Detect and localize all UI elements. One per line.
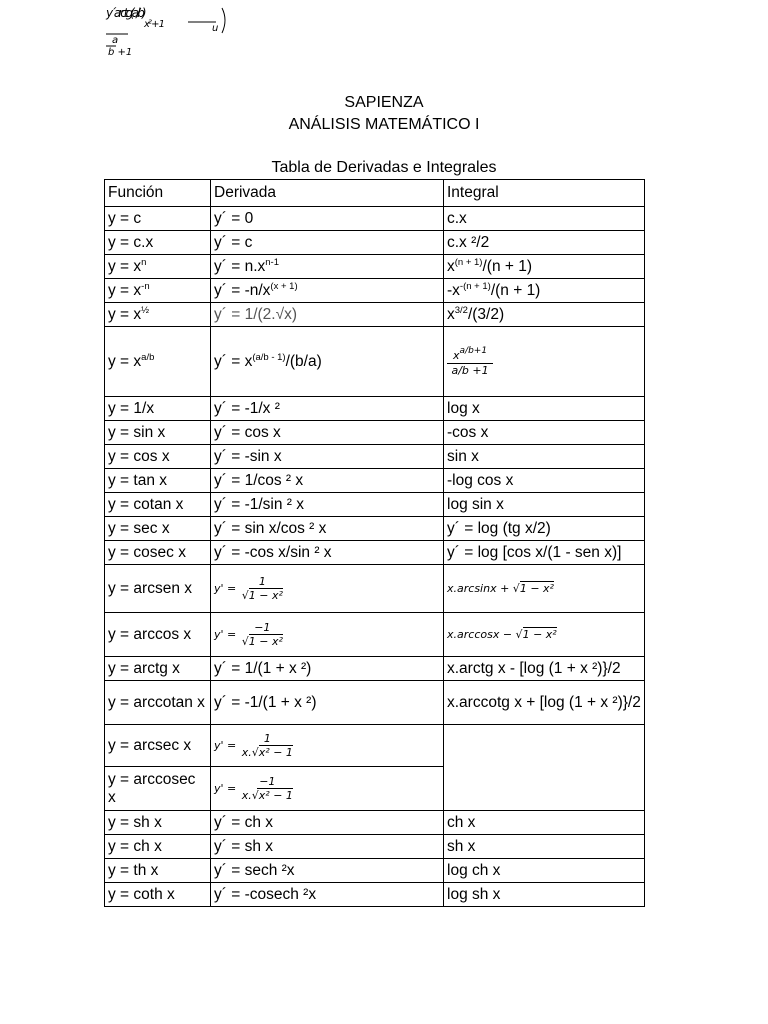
- integral-cell: [444, 327, 645, 397]
- power-rule-integral-formula: $\frac{x^{a/b+1}}{a/b +1}$: [447, 350, 493, 377]
- table-row: [105, 565, 645, 613]
- table-row: [105, 859, 645, 883]
- integral-cell: sh x: [444, 835, 645, 859]
- funcion-cell: y = ch x: [105, 835, 211, 859]
- funcion-cell: y = sec x: [105, 517, 211, 541]
- derivada-cell: [211, 613, 444, 657]
- derivatives-integrals-table: [104, 179, 645, 907]
- integral-cell: ch x: [444, 811, 645, 835]
- table-row: [105, 255, 645, 279]
- derivada-cell: y´ = -cos x/sin ² x: [211, 541, 444, 565]
- table-row: [105, 207, 645, 231]
- funcion-cell: $y = x^{a/b}$: [105, 327, 211, 397]
- table-row: [105, 303, 645, 327]
- derivada-cell: [211, 767, 444, 811]
- derivada-cell: y´ = $n.x^{n-1}$: [211, 255, 444, 279]
- derivada-cell: y´ = 1/cos ² x: [211, 469, 444, 493]
- funcion-cell: y = 1/x: [105, 397, 211, 421]
- table-header-row: [105, 180, 645, 207]
- derivada-cell: y´ = 0: [211, 207, 444, 231]
- integral-cell: log ch x: [444, 859, 645, 883]
- table-row: [105, 835, 645, 859]
- derivada-cell: y´ = $-n/x^{(x + 1)}$: [211, 279, 444, 303]
- funcion-cell: y = c.x: [105, 231, 211, 255]
- integral-cell: $-x^{-(n + 1)}/(n + 1)$: [444, 279, 645, 303]
- funcion-cell: y = sin x: [105, 421, 211, 445]
- derivada-cell: y´ = ch x: [211, 811, 444, 835]
- funcion-cell: y = arcsec x: [105, 725, 211, 767]
- table-row: [105, 613, 645, 657]
- funcion-cell: y = arcsen x: [105, 565, 211, 613]
- derivada-cell: y´ = 1/(2.√x): [211, 303, 444, 327]
- integral-cell: log x: [444, 397, 645, 421]
- derivada-cell: y´ = 1/(1 + x ²): [211, 657, 444, 681]
- funcion-cell: y = arctg x: [105, 657, 211, 681]
- artifact-line-5: u: [212, 23, 219, 34]
- artifact-line-1: y´ arctg(a/b): [106, 6, 144, 20]
- header-integral: Integral: [444, 180, 645, 207]
- artifact-line-2: x² + 1: [144, 19, 164, 30]
- integral-cell-empty: [444, 725, 645, 811]
- table-row: [105, 421, 645, 445]
- derivada-cell: y´ = sh x: [211, 835, 444, 859]
- derivada-cell: y´ = cos x: [211, 421, 444, 445]
- integral-cell: y´ = log (tg x/2): [444, 517, 645, 541]
- funcion-cell: y = cosec x: [105, 541, 211, 565]
- integral-cell: $x^{3/2}/(3/2)$: [444, 303, 645, 327]
- integral-cell: c.x ²/2: [444, 231, 645, 255]
- derivada-cell: y´ = c: [211, 231, 444, 255]
- table-row: [105, 279, 645, 303]
- table-row: [105, 327, 645, 397]
- table-row: [105, 725, 645, 767]
- table-row: [105, 469, 645, 493]
- integral-cell: x.arctg x - [log (1 + x ²)}/2: [444, 657, 645, 681]
- table-row: [105, 493, 645, 517]
- table-row: [105, 541, 645, 565]
- integral-cell: [444, 613, 645, 657]
- header-derivada: Derivada: [211, 180, 444, 207]
- integral-cell: [444, 565, 645, 613]
- funcion-cell: y = th x: [105, 859, 211, 883]
- derivada-cell: y´ = sin x/cos ² x: [211, 517, 444, 541]
- integral-cell: log sin x: [444, 493, 645, 517]
- funcion-cell: y = tan x: [105, 469, 211, 493]
- arcsen-integral-formula: x.arcsinx + √1 − x²: [447, 582, 554, 595]
- arcsen-derivative-formula: y' = $\frac{1}{\text{√1 − x²}}$: [214, 574, 283, 602]
- artifact-line-3: a: [112, 35, 119, 46]
- derivada-cell: y´ = -1/x ²: [211, 397, 444, 421]
- arcsec-derivative-formula: y' = $\frac{1}{\text{x.√x² − 1}}$: [214, 731, 293, 759]
- funcion-cell: y = cos x: [105, 445, 211, 469]
- table-row: [105, 883, 645, 907]
- course-title: ANÁLISIS MATEMÁTICO I: [288, 116, 480, 133]
- integral-cell: -log cos x: [444, 469, 645, 493]
- table-caption: Tabla de Derivadas e Integrales: [271, 159, 497, 176]
- funcion-cell: y = sh x: [105, 811, 211, 835]
- table-row: [105, 231, 645, 255]
- integral-cell: c.x: [444, 207, 645, 231]
- integral-cell: y´ = log [cos x/(1 - sen x)]: [444, 541, 645, 565]
- funcion-cell: y = arccos x: [105, 613, 211, 657]
- derivada-cell: y´ = $x^{(a/b - 1)}/(b/a)$: [211, 327, 444, 397]
- artifact-line-4: b +1: [108, 47, 133, 58]
- integral-cell: log sh x: [444, 883, 645, 907]
- funcion-cell: $y = x^{\frac{1}{2}}$: [105, 303, 211, 327]
- overlapping-formula-artifact: [104, 2, 240, 64]
- derivada-cell: y´ = -1/(1 + x ²): [211, 681, 444, 725]
- funcion-cell: y = cotan x: [105, 493, 211, 517]
- derivada-cell: y´ = -1/sin ² x: [211, 493, 444, 517]
- derivada-cell: y´ = sech ²x: [211, 859, 444, 883]
- funcion-cell: y = arccosec x: [105, 767, 211, 811]
- arccos-derivative-formula: y' = $\frac{-1}{\text{√1 − x²}}$: [214, 620, 283, 648]
- institution-title: SAPIENZA: [344, 94, 424, 111]
- integral-cell: -cos x: [444, 421, 645, 445]
- funcion-cell: y = coth x: [105, 883, 211, 907]
- table-row: [105, 517, 645, 541]
- header-funcion: Función: [105, 180, 211, 207]
- derivada-cell: [211, 565, 444, 613]
- integral-cell: x.arccotg x + [log (1 + x ²)}/2: [444, 681, 645, 725]
- arccosec-derivative-formula: y' = $\frac{-1}{\text{x.√x² − 1}}$: [214, 774, 293, 802]
- derivada-cell: [211, 725, 444, 767]
- table-row: [105, 445, 645, 469]
- integral-cell: sin x: [444, 445, 645, 469]
- funcion-cell: y = arccotan x: [105, 681, 211, 725]
- arccos-integral-formula: x.arccosx − √1 − x²: [447, 628, 557, 641]
- table-row: [105, 397, 645, 421]
- funcion-cell: $y = x^{-n}$: [105, 279, 211, 303]
- funcion-cell: y = c: [105, 207, 211, 231]
- table-row: [105, 681, 645, 725]
- derivada-cell: y´ = -sin x: [211, 445, 444, 469]
- table-row: [105, 811, 645, 835]
- funcion-cell: $y = x^n$: [105, 255, 211, 279]
- integral-cell: $x^{(n + 1)}/(n + 1)$: [444, 255, 645, 279]
- table-row: [105, 657, 645, 681]
- derivada-cell: y´ = -cosech ²x: [211, 883, 444, 907]
